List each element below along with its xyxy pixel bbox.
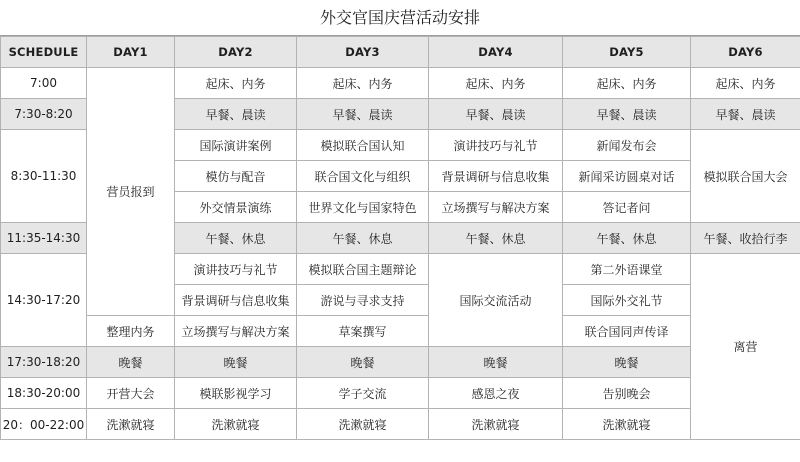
table-row bbox=[1, 409, 800, 440]
schedule-table bbox=[0, 36, 800, 440]
table-cell: 早餐、晨读 bbox=[429, 99, 563, 130]
table-cell: 模联影视学习 bbox=[175, 378, 297, 409]
table-cell: 晚餐 bbox=[87, 347, 175, 378]
table-cell: 早餐、晨读 bbox=[691, 99, 800, 130]
table-cell: 洗漱就寝 bbox=[563, 409, 691, 440]
table-cell: 起床、内务 bbox=[691, 68, 800, 99]
table-cell: 晚餐 bbox=[297, 347, 429, 378]
time-cell: 17:30-18:20 bbox=[1, 347, 87, 378]
table-cell: 早餐、晨读 bbox=[563, 99, 691, 130]
table-cell: 演讲技巧与礼节 bbox=[175, 254, 297, 285]
header-row bbox=[1, 37, 800, 68]
table-cell: 游说与寻求支持 bbox=[297, 285, 429, 316]
table-cell: 演讲技巧与礼节 bbox=[429, 130, 563, 161]
time-cell: 14:30-17:20 bbox=[1, 254, 87, 347]
table-cell: 晚餐 bbox=[175, 347, 297, 378]
time-cell: 18:30-20:00 bbox=[1, 378, 87, 409]
time-cell: 7:00 bbox=[1, 68, 87, 99]
table-cell: 国际交流活动 bbox=[429, 254, 563, 347]
table-cell: 早餐、晨读 bbox=[175, 99, 297, 130]
table-cell: 草案撰写 bbox=[297, 316, 429, 347]
table-cell: 感恩之夜 bbox=[429, 378, 563, 409]
table-cell: 国际外交礼节 bbox=[563, 285, 691, 316]
table-cell: 洗漱就寝 bbox=[175, 409, 297, 440]
table-cell: 起床、内务 bbox=[563, 68, 691, 99]
table-cell: 背景调研与信息收集 bbox=[429, 161, 563, 192]
table-cell: 背景调研与信息收集 bbox=[175, 285, 297, 316]
table-row bbox=[1, 347, 800, 378]
table-cell: 模拟联合国认知 bbox=[297, 130, 429, 161]
table-cell: 模拟联合国主题辩论 bbox=[297, 254, 429, 285]
table-cell: 答记者问 bbox=[563, 192, 691, 223]
table-cell: 第二外语课堂 bbox=[563, 254, 691, 285]
table-cell: 开营大会 bbox=[87, 378, 175, 409]
page-title: 外交官国庆营活动安排 bbox=[0, 0, 800, 36]
table-cell: 国际演讲案例 bbox=[175, 130, 297, 161]
time-cell: 7:30-8:20 bbox=[1, 99, 87, 130]
day1-checkin-cell: 营员报到 bbox=[87, 68, 175, 316]
table-cell: 新闻采访圆桌对话 bbox=[563, 161, 691, 192]
time-cell: 20：00-22:00 bbox=[1, 409, 87, 440]
table-cell: 午餐、休息 bbox=[563, 223, 691, 254]
table-cell: 模拟联合国大会 bbox=[691, 130, 800, 223]
table-cell: 起床、内务 bbox=[429, 68, 563, 99]
table-cell: 新闻发布会 bbox=[563, 130, 691, 161]
header-day2: DAY2 bbox=[175, 37, 297, 68]
table-cell: 午餐、休息 bbox=[297, 223, 429, 254]
header-day6: DAY6 bbox=[691, 37, 800, 68]
table-cell: 午餐、休息 bbox=[429, 223, 563, 254]
table-cell: 立场撰写与解决方案 bbox=[429, 192, 563, 223]
table-cell: 午餐、休息 bbox=[175, 223, 297, 254]
table-cell: 起床、内务 bbox=[175, 68, 297, 99]
table-cell: 学子交流 bbox=[297, 378, 429, 409]
table-cell: 联合国文化与组织 bbox=[297, 161, 429, 192]
header-day1: DAY1 bbox=[87, 37, 175, 68]
table-cell: 告别晚会 bbox=[563, 378, 691, 409]
table-cell: 早餐、晨读 bbox=[297, 99, 429, 130]
table-cell: 立场撰写与解决方案 bbox=[175, 316, 297, 347]
table-cell: 世界文化与国家特色 bbox=[297, 192, 429, 223]
table-cell: 洗漱就寝 bbox=[87, 409, 175, 440]
table-cell: 起床、内务 bbox=[297, 68, 429, 99]
table-cell: 外交情景演练 bbox=[175, 192, 297, 223]
time-cell: 11:35-14:30 bbox=[1, 223, 87, 254]
table-cell: 午餐、收拾行李 bbox=[691, 223, 800, 254]
header-day5: DAY5 bbox=[563, 37, 691, 68]
table-cell: 联合国同声传译 bbox=[563, 316, 691, 347]
table-row bbox=[1, 68, 800, 99]
header-day3: DAY3 bbox=[297, 37, 429, 68]
table-cell: 洗漱就寝 bbox=[297, 409, 429, 440]
table-row bbox=[1, 378, 800, 409]
table-cell: 模仿与配音 bbox=[175, 161, 297, 192]
table-cell: 洗漱就寝 bbox=[429, 409, 563, 440]
time-cell: 8:30-11:30 bbox=[1, 130, 87, 223]
depart-cell: 离营 bbox=[691, 254, 800, 440]
table-cell: 晚餐 bbox=[429, 347, 563, 378]
header-schedule: SCHEDULE bbox=[1, 37, 87, 68]
table-cell: 整理内务 bbox=[87, 316, 175, 347]
table-row bbox=[1, 316, 800, 347]
header-day4: DAY4 bbox=[429, 37, 563, 68]
table-cell: 晚餐 bbox=[563, 347, 691, 378]
